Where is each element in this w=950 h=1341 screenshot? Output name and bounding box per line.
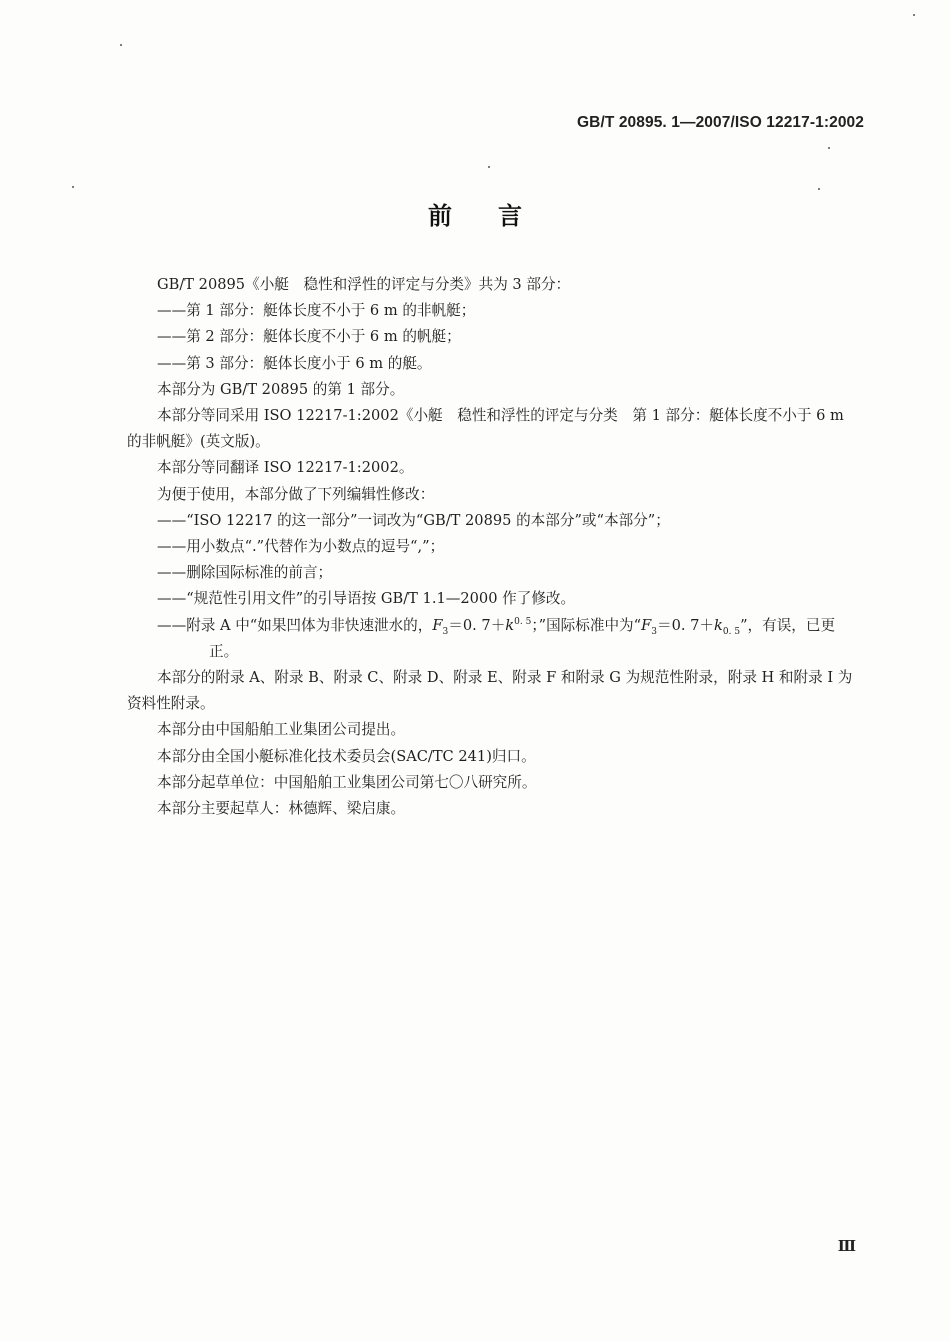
paragraph-committee: 本部分由全国小艇标准化技术委员会(SAC/TC 241)归口。 bbox=[157, 747, 536, 765]
edit5-text-b: ＝0. 7＋ bbox=[448, 616, 506, 634]
scan-speck bbox=[488, 166, 490, 168]
scan-speck bbox=[72, 186, 74, 188]
paragraph-drafting-unit: 本部分起草单位：中国船舶工业集团公司第七〇八研究所。 bbox=[157, 773, 537, 791]
standard-number-header: GB/T 20895. 1—2007/ISO 12217-1:2002 bbox=[577, 114, 864, 131]
page-number: Ⅲ bbox=[837, 1237, 856, 1255]
paragraph-annexes: 本部分的附录 A、附录 B、附录 C、附录 D、附录 E、附录 F 和附录 G 为规范性附录，附录 H 和附录 I 为资料性附录。 bbox=[127, 669, 853, 713]
paragraph-proposer: 本部分由中国船舶工业集团公司提出。 bbox=[157, 721, 406, 739]
list-item-edit5 bbox=[127, 613, 863, 665]
paragraph-part-statement: 本部分为 GB/T 20895 的第 1 部分。 bbox=[157, 380, 405, 398]
formula-f-symbol: F bbox=[432, 616, 443, 634]
paragraph-intro: GB/T 20895《小艇 稳性和浮性的评定与分类》共为 3 部分： bbox=[157, 276, 571, 293]
scan-speck bbox=[818, 188, 820, 190]
edit5-text-e: ”，有误，已更正。 bbox=[209, 616, 836, 660]
list-item-edit3: ——删除国际标准的前言； bbox=[157, 564, 333, 582]
list-item-part1: ——第 1 部分：艇体长度不小于 6 m 的非帆艇； bbox=[157, 302, 476, 320]
edit5-text-d: ＝0. 7＋ bbox=[656, 616, 715, 634]
formula-k-symbol: k bbox=[505, 616, 515, 634]
edit5-text-a: ——附录 A 中“如果凹体为非快速泄水的， bbox=[157, 616, 433, 634]
formula-f2-symbol: F bbox=[641, 616, 652, 634]
scan-speck bbox=[913, 14, 915, 16]
formula-f-subscript: 3 bbox=[442, 626, 449, 637]
paragraph-editorial-intro: 为便于使用，本部分做了下列编辑性修改： bbox=[157, 485, 435, 503]
formula-k-superscript: 0. 5 bbox=[514, 616, 532, 627]
list-item-part3: ——第 3 部分：艇体长度小于 6 m 的艇。 bbox=[157, 354, 432, 372]
list-item-edit2: ——用小数点“.”代替作为小数点的逗号“,”； bbox=[157, 538, 445, 556]
paragraph-adoption: 本部分等同采用 ISO 12217-1:2002《小艇 稳性和浮性的评定与分类 第 1 部分：艇体长度不小于 6 m 的非帆艇》(英文版)。 bbox=[127, 407, 844, 451]
list-item-edit4: ——“规范性引用文件”的引导语按 GB/T 1.1—2000 作了修改。 bbox=[157, 590, 576, 608]
paragraph-drafters: 本部分主要起草人：林德辉、梁启康。 bbox=[157, 800, 406, 818]
paragraph-translation: 本部分等同翻译 ISO 12217-1:2002。 bbox=[157, 459, 414, 477]
foreword-body bbox=[127, 272, 863, 822]
scan-speck bbox=[120, 44, 122, 46]
list-item-part2: ——第 2 部分：艇体长度不小于 6 m 的帆艇； bbox=[157, 328, 461, 346]
formula-f2-subscript: 3 bbox=[651, 626, 657, 637]
page-title: 前言 bbox=[428, 202, 568, 230]
scan-speck bbox=[828, 147, 830, 149]
list-item-edit1: ——“ISO 12217 的这一部分”一词改为“GB/T 20895 的本部分”或“本部分”； bbox=[157, 511, 670, 529]
formula-k2-subscript: 0. 5 bbox=[722, 626, 741, 637]
formula-k2-symbol: k bbox=[714, 616, 723, 634]
edit5-text-c: ；”国际标准中为“ bbox=[531, 616, 642, 634]
